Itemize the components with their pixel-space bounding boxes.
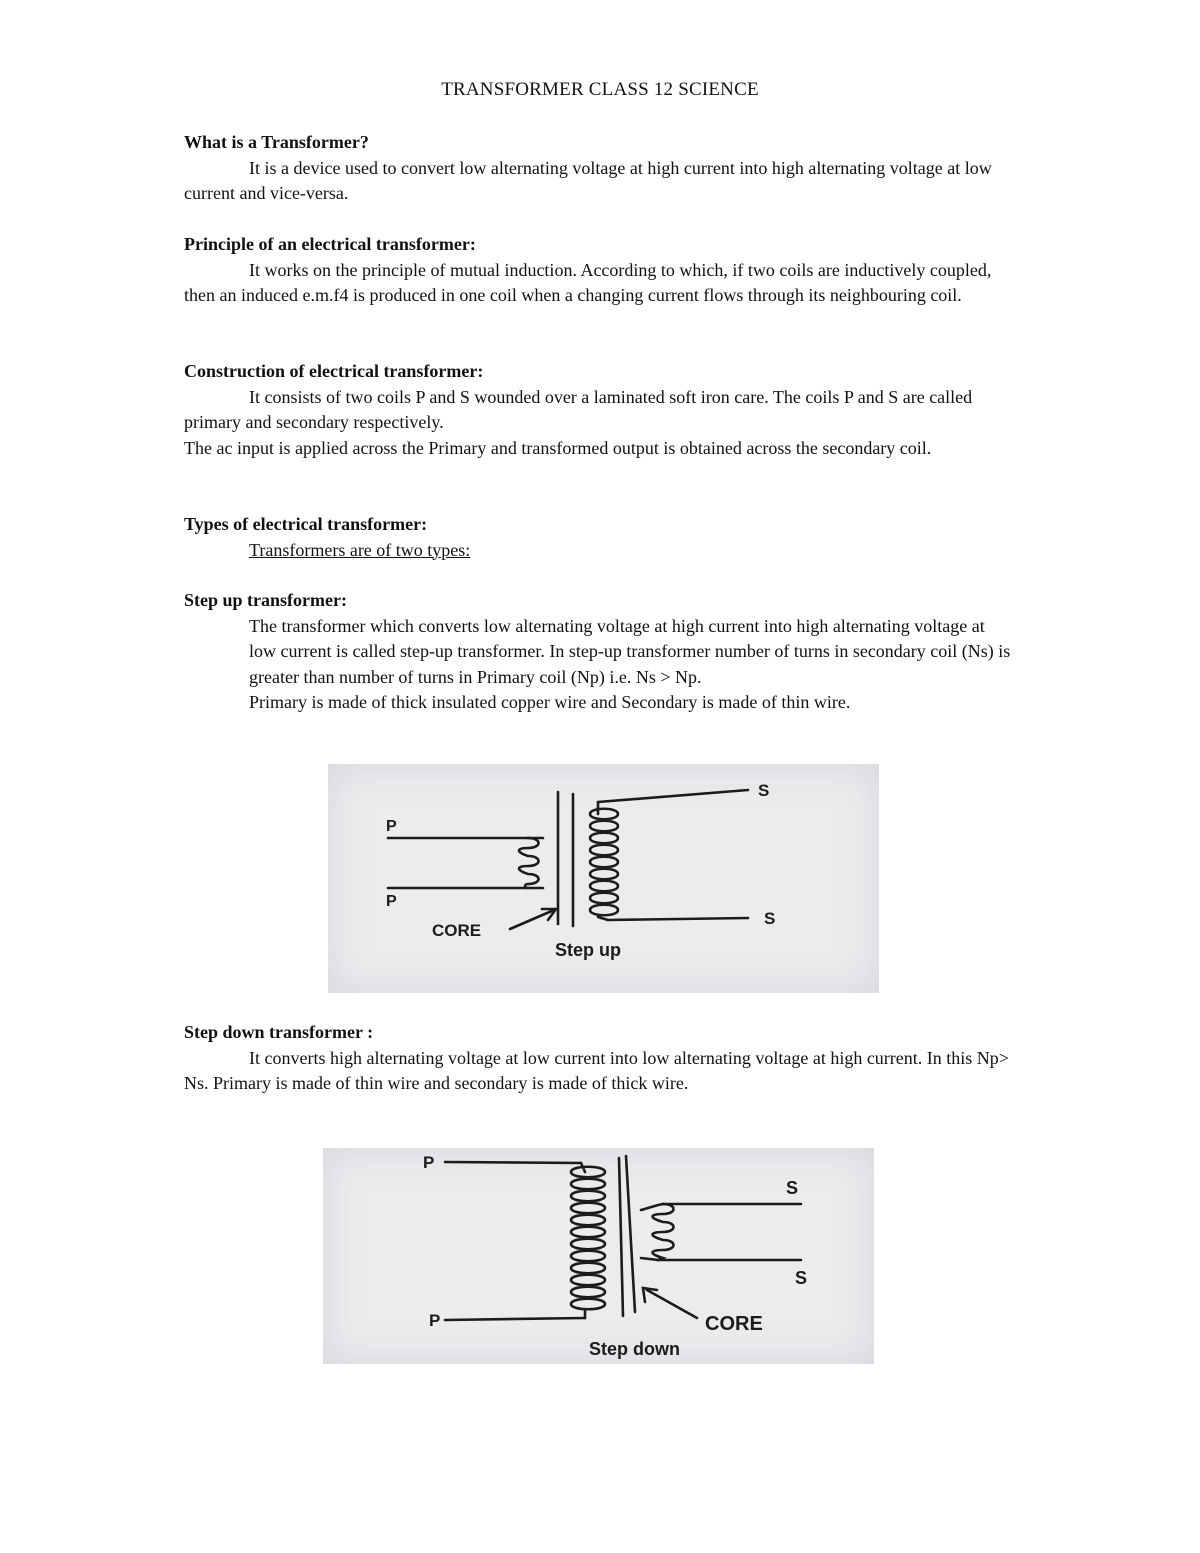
label-secondary-bottom: S xyxy=(764,909,776,928)
heading-step-down: Step down transformer : xyxy=(184,1022,374,1042)
step-up-diagram xyxy=(328,764,879,993)
caption-step-up: Step up xyxy=(555,940,621,960)
label-core: CORE xyxy=(432,921,482,940)
label-secondary-top: S xyxy=(786,1178,799,1198)
section-principle xyxy=(184,232,1014,309)
body-step-up-1: The transformer which converts low alternating voltage at high current into high alternating voltage at low current is called step-up transformer. In step-up transformer number of turns in secondary coil (Ns) is greater than number of turns in Primary coil (Np) i.e. Ns > Np. xyxy=(249,615,1011,687)
secondary-coil xyxy=(653,1204,674,1260)
label-primary-top: P xyxy=(423,1153,435,1172)
label-core: CORE xyxy=(705,1313,763,1335)
section-what xyxy=(184,130,1014,207)
primary-top-wire xyxy=(445,1162,581,1163)
primary-coil xyxy=(519,838,539,888)
heading-what: What is a Transformer? xyxy=(184,132,369,152)
label-primary-top: P xyxy=(386,818,397,835)
step-down-svg xyxy=(323,1148,874,1364)
body-step-up-2: Primary is made of thick insulated copper wire and Secondary is made of thin wire. xyxy=(249,692,851,712)
heading-construction: Construction of electrical transformer: xyxy=(184,361,484,381)
primary-bottom-wire xyxy=(445,1318,585,1320)
core-arrow xyxy=(647,1290,697,1318)
core-line-left xyxy=(619,1158,623,1316)
heading-types: Types of electrical transformer: xyxy=(184,514,428,534)
caption-step-down: Step down xyxy=(589,1339,680,1359)
section-construction xyxy=(184,359,1014,461)
body-construction-2: The ac input is applied across the Primary and transformed output is obtained across the secondary coil. xyxy=(184,437,932,458)
body-step-down: It converts high alternating voltage at low current into low alternating voltage at high current. In this Np> Ns. Primary is made of thin wire and secondary is made of thick wire. xyxy=(184,1047,1009,1093)
secondary-top-wire xyxy=(598,790,748,802)
step-up-svg xyxy=(328,764,879,993)
secondary-bottom-wire xyxy=(608,918,748,920)
label-secondary-bottom: S xyxy=(795,1268,808,1288)
section-types xyxy=(184,512,1014,563)
core-line-right xyxy=(626,1156,635,1312)
page-title: TRANSFORMER CLASS 12 SCIENCE xyxy=(441,79,759,100)
section-step-down xyxy=(184,1020,1014,1097)
body-construction-1: It consists of two coils P and S wounded over a laminated soft iron care. The coils P and S are called primary and secondary respectively. xyxy=(184,386,973,432)
body-what: It is a device used to convert low alternating voltage at high current into high alternating voltage at low current and vice-versa. xyxy=(184,157,992,203)
section-step-up xyxy=(184,588,1014,716)
body-principle: It works on the principle of mutual induction. According to which, if two coils are inductively coupled, then an induced e.m.f4 is produced in one coil when a changing current flows through its neighbouring coil. xyxy=(184,259,992,305)
label-primary-bottom: P xyxy=(386,893,397,910)
label-primary-bottom: P xyxy=(429,1311,441,1330)
label-secondary-top: S xyxy=(758,781,770,800)
heading-principle: Principle of an electrical transformer: xyxy=(184,234,476,254)
subheading-types: Transformers are of two types: xyxy=(249,539,471,560)
primary-coil xyxy=(571,1163,605,1318)
heading-step-up: Step up transformer: xyxy=(184,590,347,610)
secondary-coil xyxy=(590,802,618,920)
step-down-diagram xyxy=(323,1148,874,1364)
